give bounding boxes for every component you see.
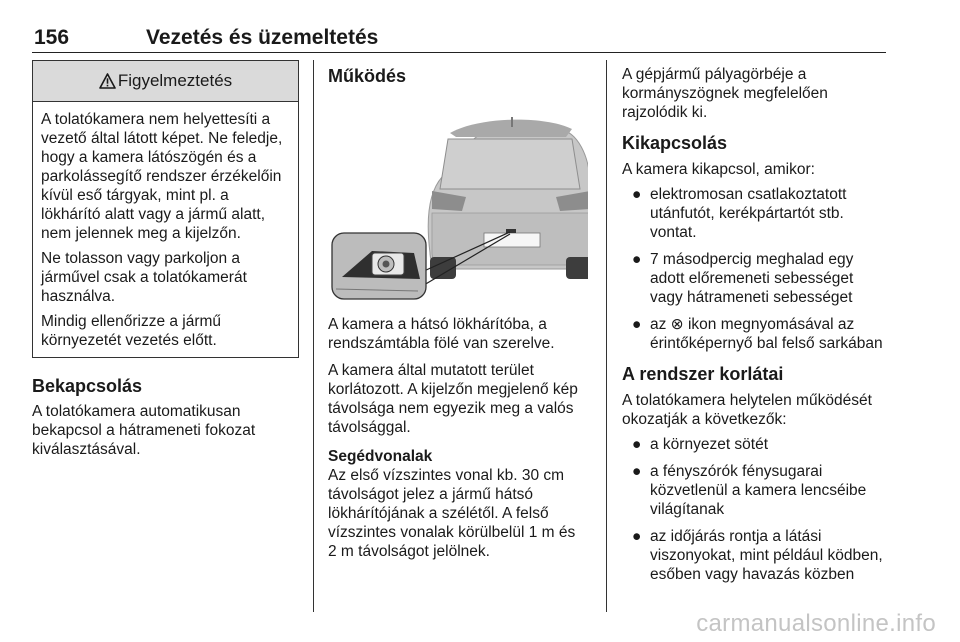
warning-title: Figyelmeztetés [117,71,233,90]
list-item: ● 7 másodpercig meghalad egy adott előremeneti sebességet vagy hátrameneti sebességet [632,251,854,306]
warning-box [32,60,299,358]
column-left [32,60,299,467]
page-number: 156 [34,26,70,49]
page-title: Vezetés és üzemeltetés [146,26,379,49]
bullet-icon: ● [632,463,642,480]
list-item: ● a fényszórók fénysugarai közvetlenül a kamera lencséibe világítanak [632,463,867,518]
bullet-icon: ● [632,186,642,203]
column-middle [328,60,588,569]
heading-mukodes: Működés [328,66,407,86]
trajectory-text: A gépjármű pályagörbéje a kormányszögnek megfelelően rajzolódik ki. [622,66,828,121]
mukodes-p2: A kamera által mutatott terület korlátozott. A kijelzőn megjelenő kép távolsága nem egyezik meg a valós távolsággal. [328,362,578,436]
bullet-icon: ● [632,528,642,545]
mukodes-p1: A kamera a hátsó lökhárítóba, a rendszámtábla fölé van szerelve. [328,316,555,352]
bullet-icon: ● [632,251,642,268]
warning-body [33,102,298,357]
bullet-icon: ● [632,436,642,453]
segedvonalak-text: Az első vízszintes vonal kb. 30 cm távolságot jelez a jármű hátsó lökhárítójának a szélétől. A felső vízszintes vonalak körülbelül 1 m és 2 m távolságot jelölnek. [328,467,576,560]
bullet-icon: ● [632,316,642,333]
bekapcsolas-text: A tolatókamera automatikusan bekapcsol a hátrameneti fokozat kiválasztásával. [32,403,256,458]
list-item: ● az időjárás rontja a látási viszonyokat, mint például ködben, esőben vagy havazás közben [632,528,883,583]
warning-triangle-icon [99,73,116,89]
list-item: ● az ⊗ ikon megnyomásával az érintőképernyő bal felső sarkában [632,316,883,352]
watermark-footer: carmanualsonline.info [696,610,936,637]
korlatok-list [622,435,890,584]
warning-paragraph: A tolatókamera nem helyettesíti a vezető által látott képet. Ne feledje, hogy a kamera látószögén és a parkolássegítő rendszer érzékelőin kívül eső tárgyak, mint pl. a lökhárító alatt vagy a jármű alatt, nem jelennek meg a kijelzőn. [41,111,283,242]
page-header [32,26,886,53]
list-item: ● a környezet sötét [632,436,769,453]
heading-korlatok: A rendszer korlátai [622,364,784,384]
column-divider [313,60,314,612]
rear-camera-illustration [328,93,588,305]
camera-zoom-inset [332,233,426,299]
column-right [622,60,890,592]
kikapcsolas-intro: A kamera kikapcsol, amikor: [622,161,815,178]
column-divider [606,60,607,612]
korlatok-intro: A tolatókamera helytelen működését okozatják a következők: [622,392,872,428]
heading-kikapcsolas: Kikapcsolás [622,133,728,153]
warning-paragraph: Ne tolasson vagy parkoljon a járművel csak a tolatókamerát használva. [41,250,247,305]
warning-header [33,61,298,102]
warning-paragraph: Mindig ellenőrizze a jármű környezetét vezetés előtt. [41,313,222,349]
kikapcsolas-list [622,185,890,353]
heading-segedvonalak: Segédvonalak [328,448,433,465]
list-item: ● elektromosan csatlakoztatott utánfutót, kerékpártartót stb. vontat. [632,186,847,241]
heading-bekapcsolas: Bekapcsolás [32,376,143,396]
